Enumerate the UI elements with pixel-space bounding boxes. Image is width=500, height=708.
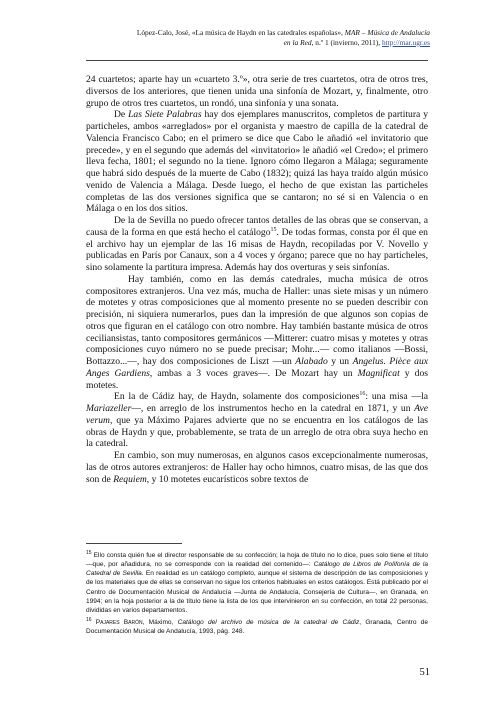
paragraph-5: En la de Cádiz hay, de Haydn, solamente dos composiciones$^{16}$: una misa —la Mariazeller—, en arreglo de los instrumentos hecho en la catedral en 1871, y un Ave verum, que ya Máximo Pajares advierte que no se encuentra en los catálogos de las obras de Haydn y que, probablemente, se trata de un arreglo de otra obra suya hecho en la catedral.: [86, 391, 428, 450]
header-rule: [86, 60, 428, 61]
running-header: [100, 28, 430, 48]
work-title: Magnificat: [357, 367, 400, 379]
footnote-16: $^{16}$ Pajares Barón, Máximo, Catálogo del archivo de música de la catedral de Cádiz, Granada, Centro de Documentación Musical de Andalucía, 1993, pág. 248.: [86, 616, 428, 636]
header-journal: MAR – Música de Andalucía: [342, 28, 430, 37]
header-journal-cont: en la Red: [283, 38, 312, 47]
work-title: Mariazeller: [86, 403, 132, 414]
paragraph-1: 24 cuartetos; aparte hay un «cuarteto 3.º», otra serie de tres cuartetos, otra de otros tres, diversos de los anteriores, que tienen unida una sinfonía de Mozart, y, finalmente, otro grupo de otros tres cuartetos, un rondó, una sinfonía y una sonata.: [86, 74, 428, 109]
work-title: Angelus. Pièce aux Anges Gardiens: [86, 356, 429, 379]
paragraph-2: De Las Siete Palabras hay dos ejemplares manuscritos, completos de partitura y particheles, ambos «arreglados» por el organista y maestro de capilla de la catedral de Valencia Francisco Cabo; en el primero se dice que Cabo le añadió «el invitatorio que precede», y en el segundo que además del «invitatorio» le añadió «el Credo»; el primero lleva fecha, 1801; el segundo no la tiene. Ignoro cómo llegaron a Málaga; seguramente que habrá sido después de la muerte de Cabo (1832); quizá las haya traído algún músico venido de Valencia a Málaga. Desde luego, el hecho de que existan las particheles completas de las dos versiones significa que se cantaron; no sé si en Valencia o en Málaga o en los dos sitios.: [86, 109, 428, 215]
paragraph-3: De la de Sevilla no puedo ofrecer tantos detalles de las obras que se conservan, a causa de la forma en que está hecho el catálogo$^{15}$. De todas formas, consta por él que en el archivo hay un ejemplar de las 16 misas de Haydn, recopiladas por V. Novello y publicadas en París por Canaux, son a 4 voces y órgano; parece que no hay particheles, sino solamente la partitura impresa. Además hay dos overturas y seis sinfonías.: [86, 215, 428, 273]
footnote-ref-15[interactable]: 15: [270, 226, 277, 233]
work-title: Las Siete Palabras: [128, 109, 202, 121]
page-number: 51: [419, 667, 430, 678]
work-title: Alabado: [295, 356, 328, 367]
header-issue: , n.º 1 (invierno, 2011),: [311, 38, 382, 47]
paragraph-6: En cambio, son muy numerosas, en algunos casos excepcionalmente numerosas, las de otros autores extranjeros: de Haller hay ocho himnos, cuatro misas, de las que dos son de Requiem, y 10 motetes eucarísticos sobre textos de: [86, 450, 428, 485]
main-text: [86, 74, 428, 485]
header-citation: López-Calo, José, «La música de Haydn en las catedrales españolas»,: [136, 28, 343, 37]
footnote-15: $^{15}$ Ello consta quién fue el director responsable de su confección; la hoja de título no lo dice, pues solo tiene el título —que, por añadidura, no se corresponde con la realidad del contenido—: Catálogo de Libros de Polifonía de la Catedral de Sevilla. En realidad es un catálogo completo, aunque el sistema de descripción de las composiciones y de los materiales que de ellas se conservan no sigue los criterios habituales en estos catálogos. Está publicado por el Centro de Documentación Musical de Andalucía —Junta de Andalucía, Consejería de Cultura—, en Granada, en 1994; en la hoja posterior a la de título tiene la lista de los que intervinieron en su confección, en total 22 personas, divididas en varios departamentos.: [86, 550, 429, 614]
paragraph-4: Hay también, como en las demás catedrales, mucha música de otros compositores extranjeros. Una vez más, mucha de Haller: unas siete misas y un número de motetes y otras composiciones que al momento presente no se pueden describir con precisión, ni siquiera numerarlos, pues dan la impresión de que algunos son copias de otros que figuran en el catálogo con otro nombre. Hay también bastante música de otros ceciliansistas, tanto compositores germánicos —Mitterer: cuatro misas y motetes y otras composiciones cuyo número no se puede precisar; Mohr...— como italianos —Bossi, Bottazzo...—, hay dos composiciones de Liszt —un Alabado y un Angelus. Pièce aux Anges Gardiens, ambas a 3 voces graves—. De Mozart hay un Magnificat y dos motetes.: [86, 273, 429, 391]
footnote-ref-16[interactable]: 16: [359, 391, 366, 398]
footnote-rule: [86, 543, 182, 544]
header-url-link[interactable]: http://mar.ugr.es: [381, 38, 430, 47]
footnotes: [86, 549, 428, 637]
work-title: Requiem: [113, 473, 147, 485]
work-title: Ave verum: [86, 403, 428, 426]
